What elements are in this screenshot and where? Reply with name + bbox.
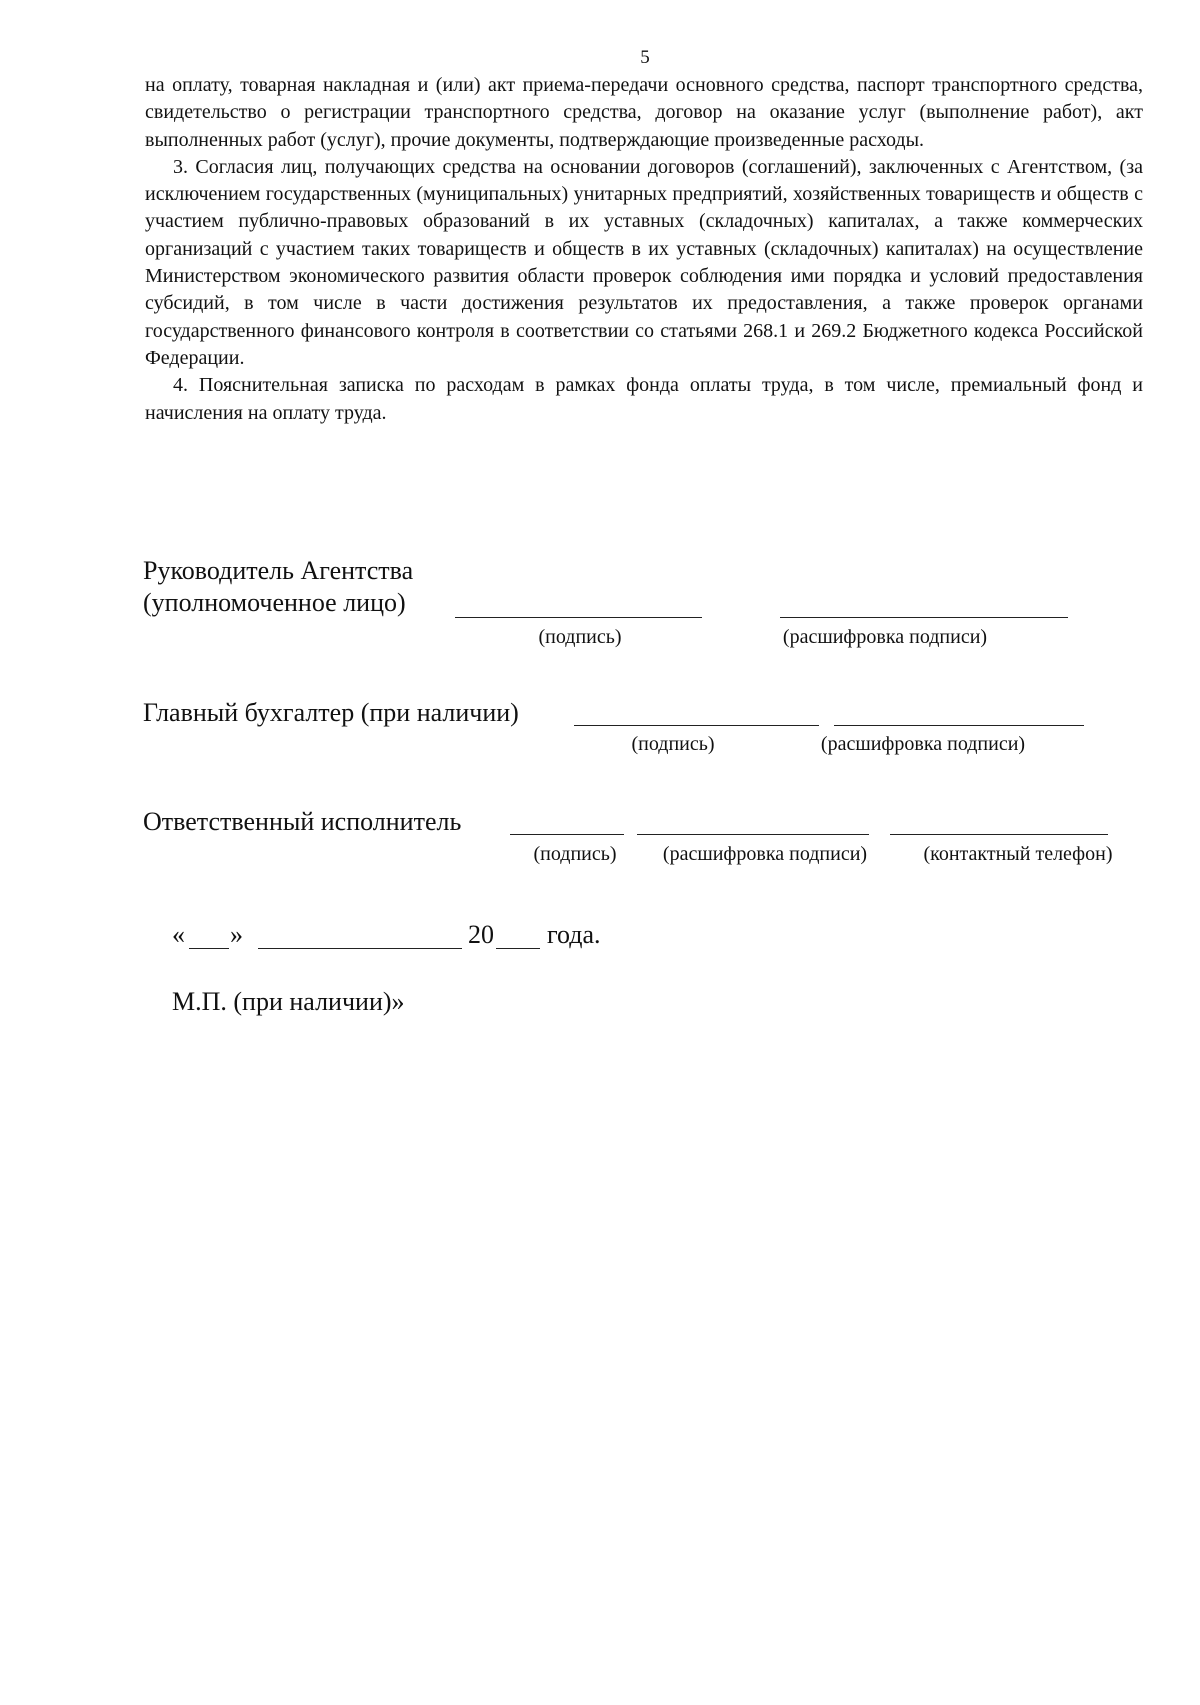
paragraph-explanatory-note: 4. Пояснительная записка по расходам в рамках фонда оплаты труда, в том числе, премиальный фонд и начисления на оплату труда. xyxy=(145,374,1143,424)
paragraph-consent: 3. Согласия лиц, получающих средства на основании договоров (соглашений), заключенных с Агентством, (за исключением государственных (муниципальных) унитарных предприятий, хозяйственных товариществ и обществ с участием публично-правовых образований в их уставных (складочных) капиталах, а также коммерческих организаций с участием таких товариществ и обществ в их уставных (складочных) капиталах) на осуществление Министерством экономического развития области проверок соблюдения ими порядка и условий предоставления субсидий, в том числе в части достижения результатов их предоставления, а также проверок органами государственного финансового контроля в соответствии со статьями 268.1 и 269.2 Бюджетного кодекса Российской Федерации. xyxy=(145,155,1143,369)
executor-phone-caption: (контактный телефон) xyxy=(923,843,1113,865)
date-year-line xyxy=(496,948,540,949)
head-signature-caption: (подпись) xyxy=(538,626,622,648)
stamp-place: М.П. (при наличии)» xyxy=(172,987,405,1016)
head-decoding-caption: (расшифровка подписи) xyxy=(782,626,988,648)
date-day-line xyxy=(189,948,229,949)
accountant-label: Главный бухгалтер (при наличии) xyxy=(143,698,519,727)
executor-signature-line xyxy=(510,834,624,835)
date-open-quote: « xyxy=(172,920,185,949)
executor-signature-caption: (подпись) xyxy=(533,843,617,865)
date-year-prefix: 20 xyxy=(468,920,494,949)
accountant-decoding-caption: (расшифровка подписи) xyxy=(820,733,1026,755)
head-signature-line xyxy=(455,617,702,618)
executor-decoding-line xyxy=(637,834,869,835)
paragraph-documents-list: на оплату, товарная накладная и (или) акт приема-передачи основного средства, паспорт транспортного средства, свидетельство о регистрации транспортного средства, договор на оказание услуг (выполнение работ), акт выполненных работ (услуг), прочие документы, подтверждающие произведенные расходы. xyxy=(145,74,1143,151)
executor-decoding-caption: (расшифровка подписи) xyxy=(662,843,868,865)
head-label-line2: (уполномоченное лицо) xyxy=(143,588,406,617)
head-decoding-line xyxy=(780,617,1068,618)
document-body xyxy=(145,72,1143,427)
accountant-decoding-line xyxy=(834,725,1084,726)
date-suffix: года. xyxy=(547,920,601,949)
date-close-quote: » xyxy=(230,920,243,949)
executor-label: Ответственный исполнитель xyxy=(143,807,462,836)
head-label-line1: Руководитель Агентства xyxy=(143,556,414,585)
accountant-signature-caption: (подпись) xyxy=(631,733,715,755)
date-month-line xyxy=(258,948,462,949)
page-number: 5 xyxy=(640,47,650,68)
accountant-signature-line xyxy=(574,725,819,726)
executor-phone-line xyxy=(890,834,1108,835)
